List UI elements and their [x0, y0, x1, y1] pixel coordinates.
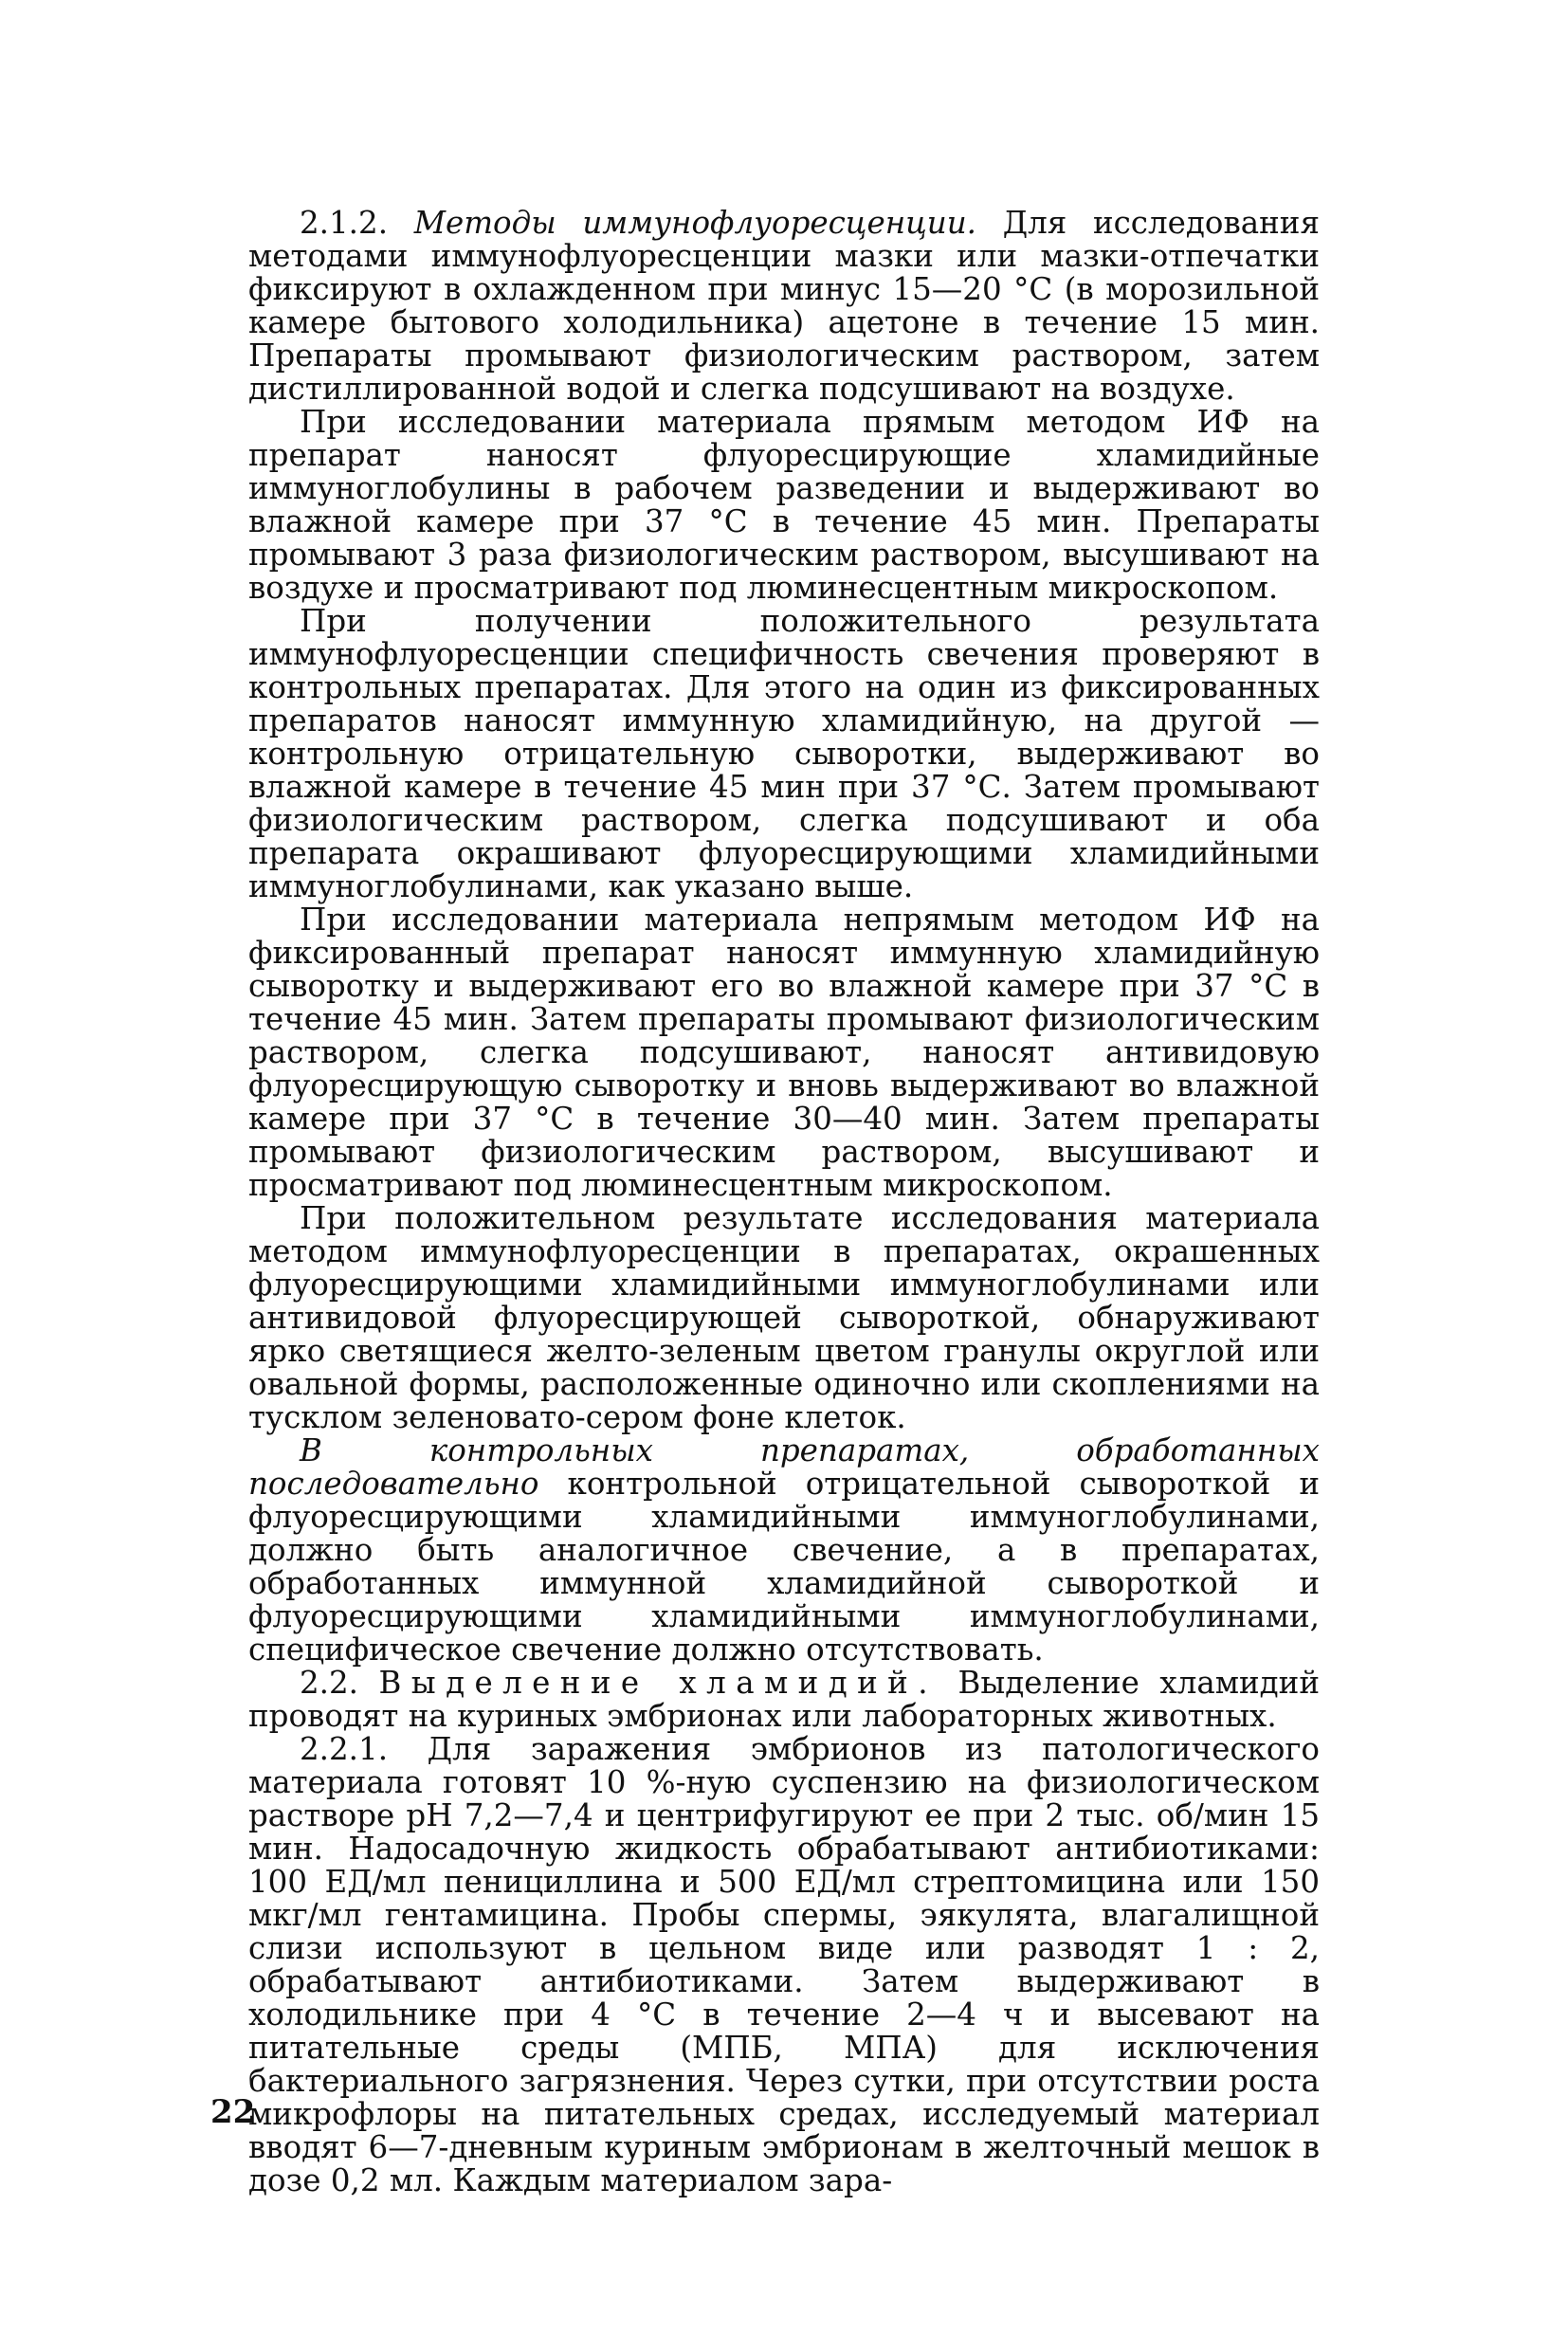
section-heading: Методы иммунофлуоресценции. [413, 205, 976, 241]
paragraph-indirect-method: При исследовании материала непрямым методом ИФ на фиксированный препарат наносят иммунную хламидийную сыворотку и выдерживают его во влажной камере при 37 °С в течение 45 мин. Затем препараты промывают физиологическим раствором, слегка подсушивают, наносят антивидовую флуоресцирующую сыворотку и вновь выдерживают во влажной камере при 37 °С в течение 30—40 мин. Затем препараты промывают физиологическим раствором, высушивают и просматривают под люминесцентным микроскопом. [248, 902, 1320, 1203]
paragraph-2-1-2 [248, 207, 1320, 406]
page-number: 22 [210, 2093, 256, 2131]
paragraph-text: Выделение хламидий проводят на куриных эмбрионах или лабораторных животных. [248, 1665, 1320, 1734]
paragraph-text: контрольной отрицательной сывороткой и флуоресцирующими хламидийными иммуноглобулинами, должно быть аналогичное свечение, а в препаратах, обработанных иммунной хламидийной сывороткой и флуоресцирующими хламидийными иммуноглобулинами, специфическое свечение должно отсутствовать. [248, 1466, 1320, 1668]
paragraph-control-preparations [248, 1434, 1320, 1667]
paragraph-2-2-1: 2.2.1. Для заражения эмбрионов из патологического материала готовят 10 %-ную суспензию на физиологическом растворе рН 7,2—7,4 и центрифугируют ее при 2 тыс. об/мин 15 мин. Надосадочную жидкость обрабатывают антибиотиками: 100 ЕД/мл пенициллина и 500 ЕД/мл стрептомицина или 150 мкг/мл гентамицина. Пробы спермы, эякулята, влагалищной слизи используют в цельном виде или разводят 1 : 2, обрабатывают антибиотиками. Затем выдерживают в холодильнике при 4 °С в течение 2—4 ч и высевают на питательные среды (МПБ, МПА) для исключения бактериального загрязнения. Через сутки, при отсутствии роста микрофлоры на питательных средах, исследуемый материал вводят 6—7-дневным куриным эмбрионам в желточный мешок в дозе 0,2 мл. Каждым материалом зара- [248, 1731, 1320, 2198]
italic-lead: В контрольных препаратах, обработанных последовательно [248, 1432, 1320, 1502]
section-heading: Выделение хламидий. [378, 1665, 938, 1701]
paragraph-control-check: При получении положительного результата иммунофлуоресценции специфичность свечения проверяют в контрольных препаратах. Для этого на один из фиксированных препаратов наносят иммунную хламидийную, на другой — контрольную отрицательную сыворотки, выдерживают во влажной камере в течение 45 мин при 37 °С. Затем промывают физиологическим раствором, слегка подсушивают и оба препарата окрашивают флуоресцирующими хламидийными иммуноглобулинами, как указано выше. [248, 603, 1320, 904]
paragraph-text: Для исследования методами иммунофлуоресценции мазки или мазки-отпечатки фиксируют в охлажденном при минус 15—20 °С (в морозильной камере бытового холодильника) ацетоне в течение 15 мин. Препараты промывают физиологическим раствором, затем дистиллированной водой и слегка подсушивают на воздухе. [248, 205, 1320, 407]
section-number: 2.2. [300, 1665, 359, 1701]
paragraph-direct-method: При исследовании материала прямым методом ИФ на препарат наносят флуоресцирующие хламидийные иммуноглобулины в рабочем разведении и выдерживают во влажной камере при 37 °С в течение 45 мин. Препараты промывают 3 раза физиологическим раствором, высушивают на воздухе и просматривают под люминесцентным микроскопом. [248, 404, 1320, 606]
page-body [248, 207, 1320, 2197]
section-number: 2.1.2. [300, 205, 389, 241]
paragraph-positive-result: При положительном результате исследования материала методом иммунофлуоресценции в препаратах, окрашенных флуоресцирующими хламидийными иммуноглобулинами или антивидовой флуоресцирующей сывороткой, обнаруживают ярко светящиеся желто-зеленым цветом гранулы округлой или овальной формы, расположенные одиночно или скоплениями на тусклом зеленовато-сером фоне клеток. [248, 1200, 1320, 1435]
paragraph-2-2 [248, 1667, 1320, 1733]
